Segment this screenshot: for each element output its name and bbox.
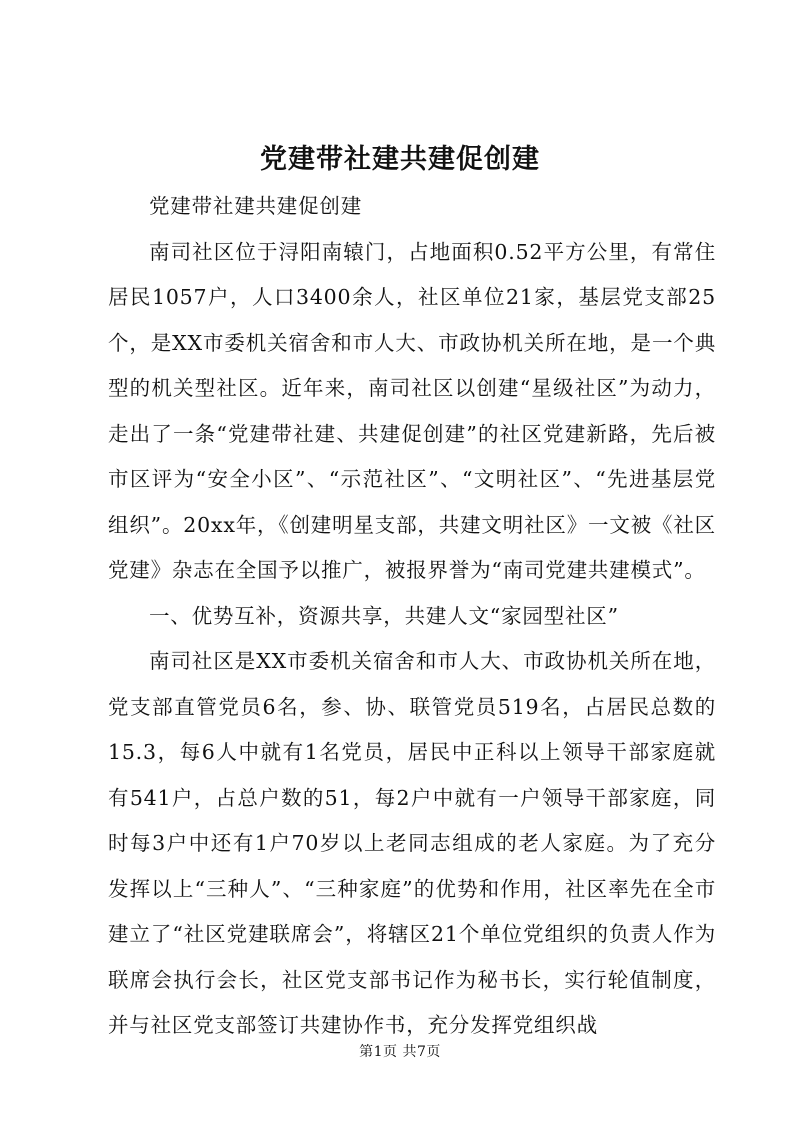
subtitle-paragraph: 党建带社建共建促创建 [149, 194, 362, 218]
page-footer: 第1页 共7页 [359, 1044, 441, 1060]
intro-paragraph: 南司社区位于浔阳南辕门，占地面积0.52平方公里，有常住居民1057户，人口3400余人，社区单位21家，基层党支部25个，是XX市委机关宿舍和市人大、市政协机关所在地，是一个典型的机关型社区。近年来，南司社区以创建“星级社区”为动力，走出了一条“党建带社建、共建促创建”的社区党建新路，先后被市区评为“安全小区”、“示范社区”、“文明社区”、“先进基层党组织”。20xx年，《创建明星支部，共建文明社区》一文被《社区党建》杂志在全国予以推广，被报界誉为“南司党建共建模式”。 [108, 239, 716, 582]
section-paragraph: 南司社区是XX市委机关宿舍和市人大、市政协机关所在地，党支部直管党员6名，参、协、联管党员519名，占居民总数的15.3，每6人中就有1名党员，居民中正科以上领导干部家庭就有541户，占总户数的51，每2户中就有一户领导干部家庭，同时每3户中还有1户70岁以上老同志组成的老人家庭。为了充分发挥以上“三种人”、“三种家庭”的优势和作用，社区率先在全市建立了“社区党建联席会”，将辖区21个单位党组织的负责人作为联席会执行会长，社区党支部书记作为秘书长，实行轮值制度，并与社区党支部签订共建协作书，充分发挥党组织战 [108, 649, 716, 1037]
section-heading: 一、优势互补，资源共享，共建人文“家园型社区” [149, 603, 619, 628]
document-body [108, 184, 716, 1049]
document-title: 党建带社建共建促创建 [260, 144, 540, 175]
